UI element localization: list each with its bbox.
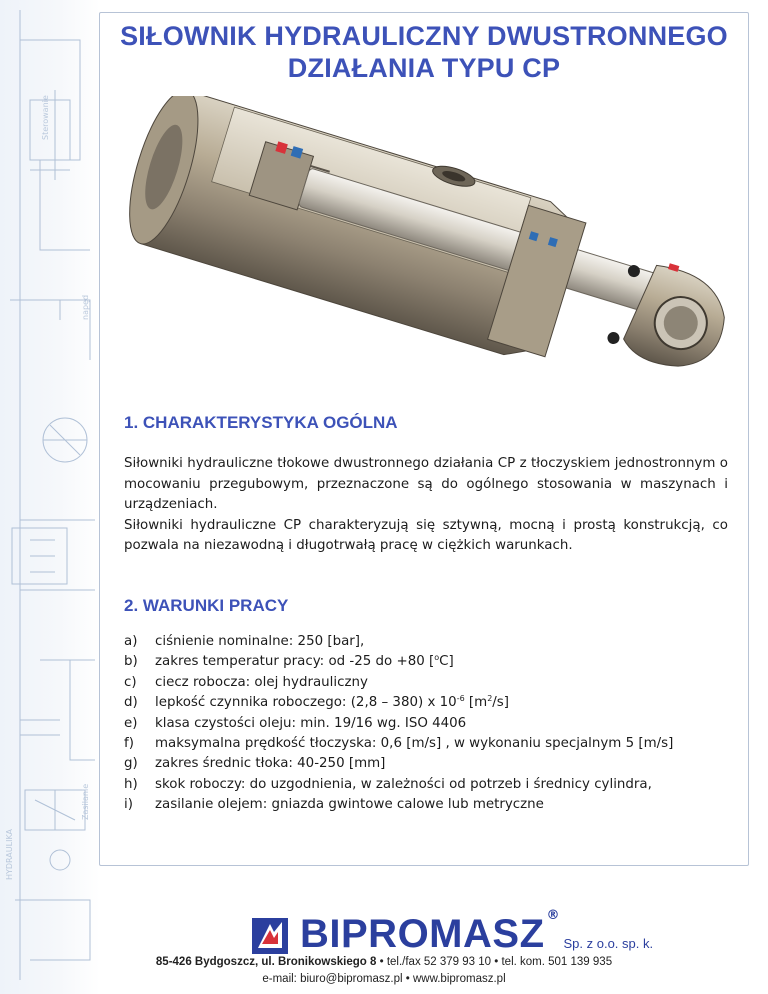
page-title	[100, 20, 748, 84]
list-item	[124, 775, 744, 795]
side-schematic-strip	[0, 0, 100, 994]
svg-text:Sterowanie: Sterowanie	[41, 95, 50, 140]
list-item-letter: a)	[124, 634, 138, 649]
list-item-text: zasilanie olejem: gniazda gwintowe calowe lub metryczne	[155, 797, 544, 813]
list-item-letter: f)	[124, 736, 134, 752]
section-1-heading: 1. CHARAKTERYSTYKA OGÓLNA	[124, 413, 398, 432]
footer-mobile: tel. kom. 501 139 935	[501, 956, 613, 968]
list-item	[124, 714, 744, 734]
hydraulic-cylinder-image	[112, 96, 732, 396]
footer-website-link[interactable]: www.bipromasz.pl	[412, 973, 506, 985]
section-1-paragraph-1: Siłowniki hydrauliczne tłokowe dwustronnego działania CP z tłoczyskiem jednostronnym o mocowaniu przegubowym, przeznaczone są do ogólnego stosowania w maszynach i urządzeniach.	[124, 456, 728, 512]
list-item	[124, 652, 744, 672]
list-item-text: zakres średnic tłoka: 40-250 [mm]	[155, 756, 386, 772]
footer-contact-line	[0, 973, 768, 985]
registered-mark: ®	[546, 908, 560, 923]
footer-address: 85-426 Bydgoszcz, ul. Bronikowskiego 8	[155, 956, 377, 968]
list-item-text: skok roboczy: do uzgodnienia, w zależności od potrzeb i średnicy cylindra,	[155, 776, 652, 792]
list-item-text: klasa czystości oleju: min. 19/16 wg. ISO 4406	[155, 715, 467, 731]
list-item-letter: d)	[124, 695, 138, 711]
title-line-1: SIŁOWNIK HYDRAULICZNY DWUSTRONNEGO	[120, 21, 728, 51]
company-logo	[252, 908, 653, 954]
list-item	[124, 632, 744, 652]
svg-text:HYDRAULIKA: HYDRAULIKA	[5, 828, 14, 880]
list-item-letter: c)	[124, 674, 137, 690]
list-item	[124, 734, 744, 754]
list-item-text: zakres temperatur pracy: od -25 do +80 [$^o$C]	[155, 653, 454, 670]
list-item-text: ciecz robocza: olej hydrauliczny	[155, 674, 368, 690]
list-item-letter: g)	[124, 756, 138, 772]
list-item	[124, 673, 744, 693]
bullet-separator: •	[494, 956, 499, 968]
section-1-body	[124, 454, 728, 557]
svg-text:napęd: napęd	[81, 294, 90, 320]
list-item	[124, 754, 744, 774]
footer-email-link[interactable]: e-mail: biuro@bipromasz.pl	[262, 973, 403, 985]
working-conditions-list	[124, 632, 744, 816]
schematic-drawing	[0, 0, 100, 994]
cylinder-illustration	[112, 96, 732, 396]
bullet-separator: •	[405, 973, 410, 985]
section-2-heading: 2. WARUNKI PRACY	[124, 596, 289, 615]
footer	[0, 904, 768, 994]
title-line-2: DZIAŁANIA TYPU CP	[287, 53, 561, 83]
list-item-text: ciśnienie nominalne: 250 [bar],	[155, 634, 365, 649]
footer-address-line	[0, 956, 768, 968]
footer-phone: tel./fax 52 379 93 10	[386, 956, 492, 968]
list-item	[124, 693, 744, 713]
list-item	[124, 795, 744, 815]
svg-text:Zasilanie: Zasilanie	[81, 783, 90, 820]
list-item-text: maksymalna prędkość tłoczyska: 0,6 [m/s] , w wykonaniu specjalnym 5 [m/s]	[155, 736, 674, 752]
bipromasz-logo-icon	[252, 914, 292, 954]
section-1-paragraph-2: Siłowniki hydrauliczne CP charakteryzują się sztywną, mocną i prostą konstrukcją, co pozwala na niezawodną i długotrwałą pracę w ciężkich warunkach.	[124, 517, 728, 553]
brand-name: BIPROMASZ	[300, 912, 545, 956]
list-item-letter: i)	[124, 797, 133, 813]
list-item-letter: e)	[124, 715, 138, 731]
bullet-separator: •	[379, 956, 384, 968]
company-suffix: Sp. z o.o. sp. k.	[563, 936, 654, 951]
list-item-text: lepkość czynnika roboczego: (2,8 – 380) x $10^{-6}$ $[m^2/s]$	[155, 694, 510, 711]
list-item-letter: h)	[124, 776, 138, 792]
list-item-letter: b)	[124, 654, 138, 670]
